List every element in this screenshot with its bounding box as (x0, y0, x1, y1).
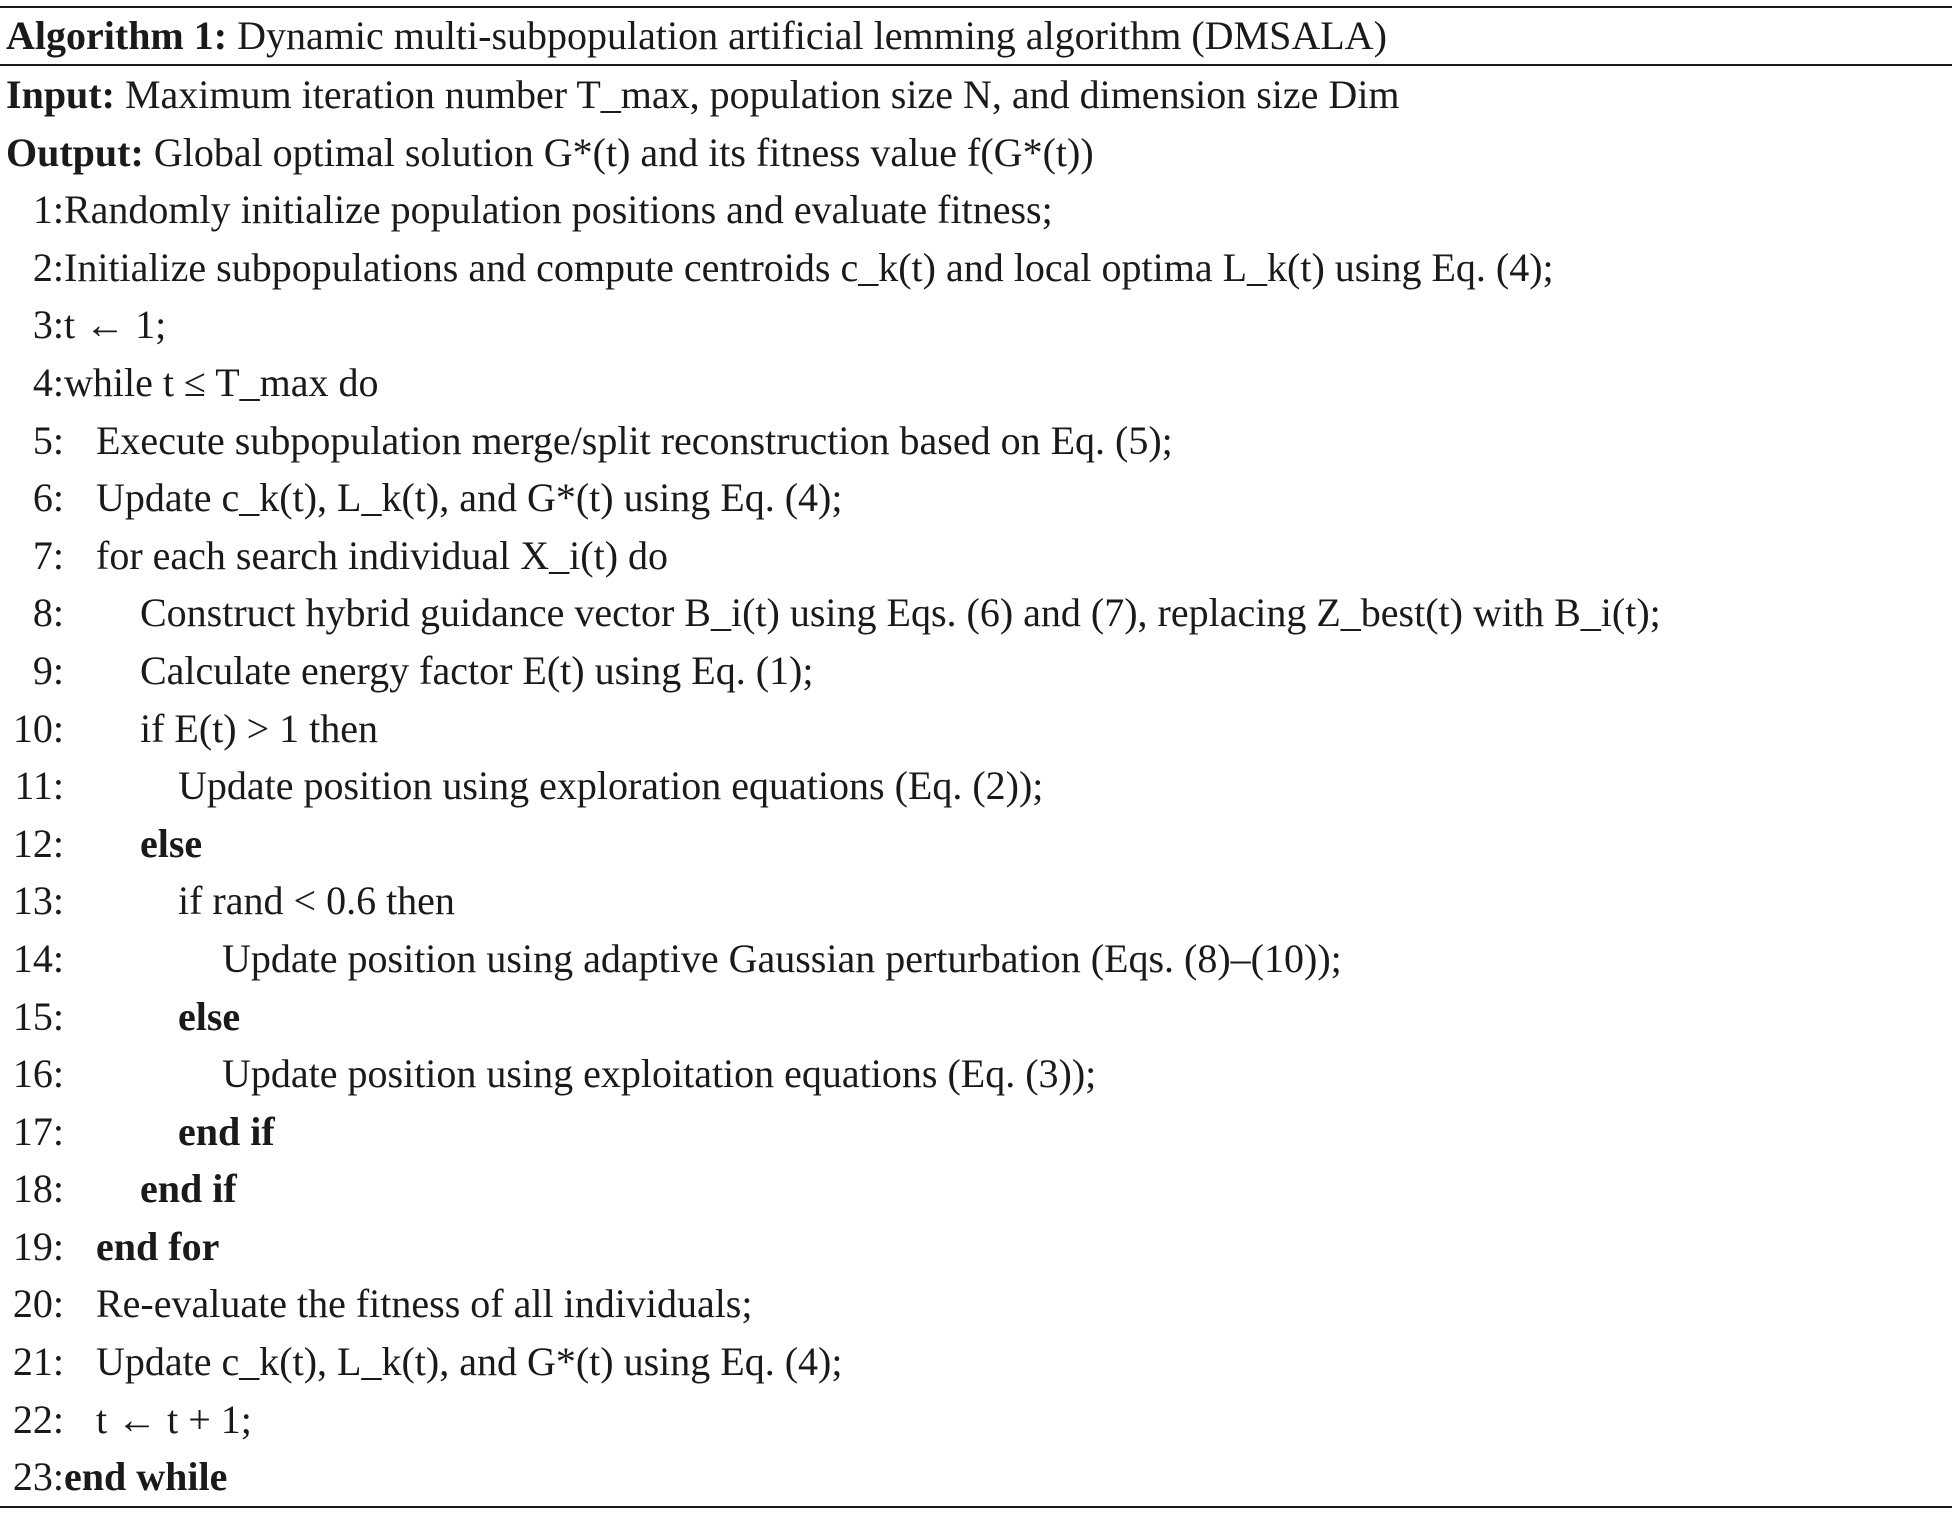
output-text: Global optimal solution G*(t) and its fitness value f(G*(t)) (153, 129, 1094, 175)
algorithm-label: Algorithm 1: (6, 13, 228, 58)
algorithm-line (0, 757, 1952, 815)
algorithm-line (0, 988, 1952, 1046)
line-code: while t ≤ T_max do (64, 359, 379, 405)
algorithm-line (0, 1448, 1952, 1506)
line-code: Update position using adaptive Gaussian perturbation (Eqs. (8)–(10)); (222, 935, 1342, 981)
line-code: Construct hybrid guidance vector B_i(t) using Eqs. (6) and (7), replacing Z_best(t) with B_i(t); (140, 590, 1661, 636)
line-number: 8: (32, 590, 64, 636)
line-number: 1: (32, 187, 64, 233)
line-code: if rand < 0.6 then (178, 878, 455, 924)
line-code: Update c_k(t), L_k(t), and G*(t) using Eq. (4); (96, 475, 843, 521)
line-number: 15: (12, 993, 64, 1039)
algorithm-line (0, 1103, 1952, 1161)
algorithm-line (0, 1275, 1952, 1333)
bottom-rule (0, 1506, 1952, 1508)
algorithm-line (0, 1391, 1952, 1449)
line-number: 3: (32, 302, 64, 348)
algorithm-line (0, 1333, 1952, 1391)
algorithm-line (0, 469, 1952, 527)
line-code: end if (140, 1166, 237, 1212)
algorithm-line (0, 930, 1952, 988)
line-number: 18: (12, 1166, 64, 1212)
input-text: Maximum iteration number T_max, population size N, and dimension size Dim (124, 72, 1400, 117)
line-number: 17: (12, 1108, 64, 1154)
line-number: 7: (32, 532, 64, 578)
line-code: Calculate energy factor E(t) using Eq. (1); (140, 647, 814, 693)
line-code: Update position using exploration equations (Eq. (2)); (178, 763, 1044, 809)
line-number: 21: (12, 1339, 64, 1385)
algorithm-line (0, 872, 1952, 930)
algorithm-line (0, 181, 1952, 239)
algorithm-line (0, 239, 1952, 297)
algorithm-title (0, 8, 1952, 64)
line-code: else (140, 820, 203, 866)
line-code: Execute subpopulation merge/split reconstruction based on Eq. (5); (96, 417, 1173, 463)
line-code: if E(t) > 1 then (140, 705, 379, 751)
algorithm-block (0, 6, 1952, 1508)
algorithm-line (0, 1218, 1952, 1276)
line-code: Update c_k(t), L_k(t), and G*(t) using Eq. (4); (96, 1339, 843, 1385)
line-code: Initialize subpopulations and compute centroids c_k(t) and local optima L_k(t) using Eq. (4); (64, 244, 1554, 290)
line-number: 2: (32, 244, 64, 290)
line-number: 9: (32, 647, 64, 693)
line-code: t ← t + 1; (96, 1396, 252, 1442)
algorithm-line (0, 642, 1952, 700)
line-number: 20: (12, 1281, 64, 1327)
algorithm-name: Dynamic multi-subpopulation artificial lemming algorithm (DMSALA) (237, 13, 1387, 58)
line-code: else (178, 993, 241, 1039)
algorithm-line (0, 1160, 1952, 1218)
line-number: 10: (12, 705, 64, 751)
algorithm-line (0, 1045, 1952, 1103)
algorithm-steps (0, 181, 1952, 1506)
line-code: t ← 1; (64, 302, 167, 348)
algorithm-line (0, 584, 1952, 642)
line-code: end while (64, 1454, 228, 1500)
line-code: for each search individual X_i(t) do (96, 532, 669, 578)
line-number: 14: (12, 935, 64, 981)
line-number: 11: (14, 763, 64, 809)
line-code: Randomly initialize population positions and evaluate fitness; (64, 187, 1053, 233)
line-number: 22: (12, 1396, 64, 1442)
line-number: 16: (12, 1051, 64, 1097)
line-number: 5: (32, 417, 64, 463)
algorithm-line (0, 815, 1952, 873)
input-label: Input: (6, 72, 115, 117)
line-number: 4: (32, 359, 64, 405)
line-number: 13: (12, 878, 64, 924)
line-number: 19: (12, 1223, 64, 1269)
line-number: 23: (12, 1454, 64, 1500)
line-code: Re-evaluate the fitness of all individuals; (96, 1281, 753, 1327)
algorithm-line (0, 412, 1952, 470)
line-number: 12: (12, 820, 64, 866)
line-code: Update position using exploitation equations (Eq. (3)); (222, 1051, 1097, 1097)
output-label: Output: (6, 129, 144, 175)
algorithm-line (0, 527, 1952, 585)
line-code: end for (96, 1223, 220, 1269)
algorithm-line (0, 296, 1952, 354)
algorithm-line (0, 700, 1952, 758)
algorithm-line (0, 354, 1952, 412)
line-number: 6: (32, 475, 64, 521)
line-code: end if (178, 1108, 275, 1154)
output-line (0, 124, 1952, 182)
input-line (0, 66, 1952, 124)
